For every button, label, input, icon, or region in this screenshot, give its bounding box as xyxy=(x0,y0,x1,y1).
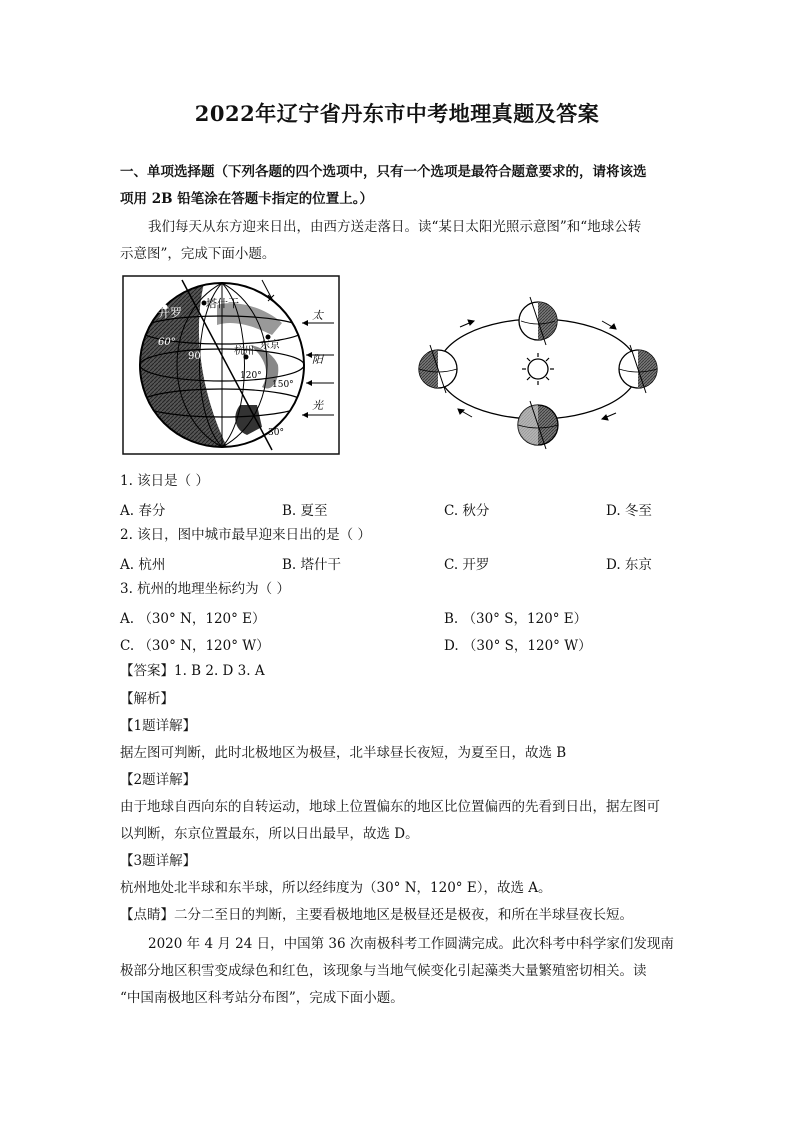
q2-option-c: C. 开罗 xyxy=(444,557,490,573)
q2-option-a: A. 杭州 xyxy=(120,557,166,573)
sunlight-illumination-figure xyxy=(122,275,340,455)
city-label-tokyo: 东京 xyxy=(260,340,280,351)
page-title: 2022年辽宁省丹东市中考地理真题及答案 xyxy=(194,101,600,126)
lon-label-120: 120° xyxy=(240,371,262,381)
earth-right xyxy=(619,345,657,393)
q1-option-d: D. 冬至 xyxy=(606,503,652,519)
light-label-1: 太 xyxy=(312,309,323,322)
q2-option-b: B. 塔什干 xyxy=(282,557,342,573)
city-label-hangzhou: 杭州 xyxy=(234,346,254,357)
question-3-stem: 3. 杭州的地理坐标约为（ ） xyxy=(120,581,290,597)
next-intro-line3: “中国南极地区科考站分布图”，完成下面小题。 xyxy=(120,990,404,1006)
earth-revolution-figure xyxy=(410,285,670,455)
point-label: 【点睛】 xyxy=(120,907,174,923)
detail-3-text: 杭州地处北半球和东半球，所以经纬度为（30° N，120° E），故选 A。 xyxy=(120,880,552,896)
answer-line: 【答案】1. B 2. D 3. A xyxy=(120,663,265,679)
lon-label-30: 30° xyxy=(268,428,284,438)
point-text: 二分二至日的判断，主要看极地地区是极昼还是极夜，和所在半球昼夜长短。 xyxy=(174,907,633,923)
earth-left xyxy=(419,345,457,393)
detail-2-text-2: 以判断，东京位置最东，所以日出最早，故选 D。 xyxy=(120,826,419,842)
light-label-3: 光 xyxy=(312,399,323,412)
city-label-cairo: 开罗 xyxy=(158,306,183,320)
lon-label-90: 90° xyxy=(188,351,206,362)
q3-option-b: B. （30° S，120° E） xyxy=(444,611,588,627)
analysis-label: 【解析】 xyxy=(120,691,174,707)
next-intro-line2: 极部分地区积雪变成绿色和红色，该现象与当地气候变化引起藻类大量繁殖密切相关。读 xyxy=(120,963,647,979)
tokyo-dot xyxy=(266,335,271,340)
q3-option-c: C. （30° N，120° W） xyxy=(120,638,270,654)
intro-line1: 我们每天从东方迎来日出，由西方送走落日。读“某日太阳光照示意图”和“地球公转 xyxy=(148,219,642,235)
lon-label-60: 60° xyxy=(158,337,176,348)
question-2-stem: 2. 该日，图中城市最早迎来日出的是（ ） xyxy=(120,527,371,543)
detail-1-text: 据左图可判断，此时北极地区为极昼，北半球昼长夜短，为夏至日，故选 B xyxy=(120,745,567,761)
section-heading-line2: 项用 2B 铅笔涂在答题卡指定的位置上。） xyxy=(120,191,373,207)
q3-option-d: D. （30° S，120° W） xyxy=(444,638,592,654)
sun-icon xyxy=(522,353,554,385)
q3-option-a: A. （30° N，120° E） xyxy=(120,611,266,627)
detail-2-label: 【2题详解】 xyxy=(120,772,197,788)
next-intro-line1: 2020 年 4 月 24 日，中国第 36 次南极科考工作圆满完成。此次科考中科学家们发现南 xyxy=(148,936,674,952)
q1-option-c: C. 秋分 xyxy=(444,503,490,519)
intro-line2: 示意图”，完成下面小题。 xyxy=(120,246,276,262)
light-label-2: 阳 xyxy=(312,353,323,366)
q1-option-b: B. 夏至 xyxy=(282,503,328,519)
earth-top xyxy=(519,297,557,345)
point-line xyxy=(120,906,633,924)
detail-3-label: 【3题详解】 xyxy=(120,853,197,869)
q2-option-d: D. 东京 xyxy=(606,557,652,573)
lon-label-150: 150° xyxy=(272,380,294,390)
detail-1-label: 【1题详解】 xyxy=(120,718,197,734)
earth-bottom xyxy=(518,401,558,449)
detail-2-text-1: 由于地球自西向东的自转运动，地球上位置偏东的地区比位置偏西的先看到日出，据左图可 xyxy=(120,799,660,815)
q1-option-a: A. 春分 xyxy=(120,503,166,519)
section-heading-line1: 一、单项选择题（下列各题的四个选项中，只有一个选项是最符合题意要求的，请将该选 xyxy=(120,164,647,180)
question-1-stem: 1. 该日是（ ） xyxy=(120,473,209,489)
city-label-tashkent: 塔什干 xyxy=(206,297,239,310)
